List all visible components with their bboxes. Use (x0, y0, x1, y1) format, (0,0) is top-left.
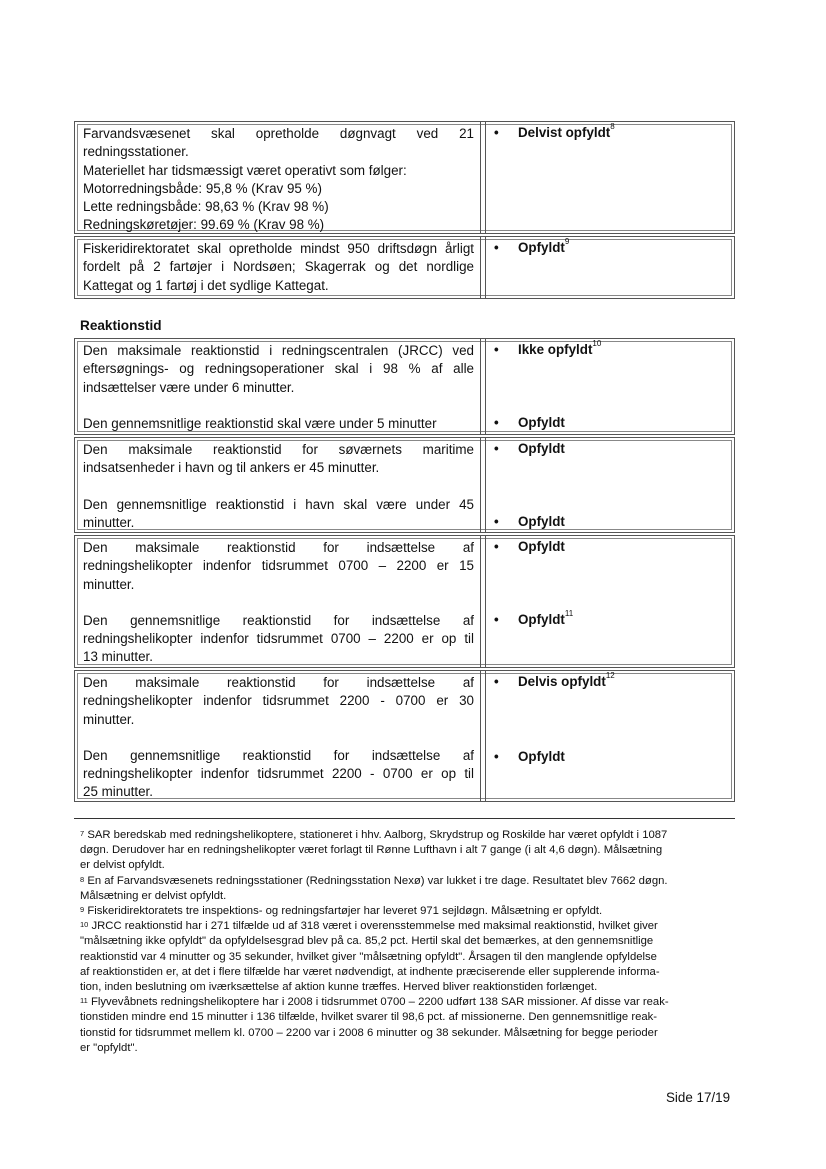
footnote (80, 995, 732, 1056)
section-heading: Reaktionstid (80, 318, 162, 333)
text-line: 13 minutter. (83, 649, 153, 665)
table-row (74, 236, 735, 299)
footnote-line: døgn. Derudover har en redningshelikopter været forlagt til Rønne Lufthavn i alt 7 gange (i alt 4,6 døgn). Målsætning (80, 844, 663, 857)
footnote-line: JRCC reaktionstid har i 271 tilfælde ud af 318 været i overensstemmelse med maksimal reaktionstid, hvilket giver (91, 920, 658, 933)
footnote-number: 11 (80, 996, 88, 1006)
text-line: Den gennemsnitlige reaktionstid for indsættelse af (83, 747, 474, 763)
status-cell (485, 122, 736, 233)
footnotes (80, 828, 732, 1056)
table-row (74, 121, 735, 234)
status-cell (485, 438, 736, 532)
text-line: Den gennemsnitlige reaktionstid for indsættelse af (83, 612, 474, 628)
text-line: Den maksimale reaktionstid for indsættelse af (83, 675, 474, 690)
text-line: redningshelikopter indenfor tidsrummet 0700 – 2200 er 15 (83, 558, 474, 574)
bullet: • (494, 514, 499, 529)
text-line: Lette redningsbåde: 98,63 % (Krav 98 %) (83, 199, 329, 215)
status-cell (485, 339, 736, 434)
status-badge (494, 539, 565, 554)
status-text: Delvis opfyldt (518, 674, 606, 689)
status-text: Ikke opfyldt (518, 342, 593, 357)
status-cell (485, 237, 736, 298)
status-badge (494, 749, 565, 764)
footnote-divider (74, 818, 735, 819)
table-row (74, 535, 735, 668)
footnote-line: tionstiden mindre end 15 minutter i 136 tilfælde, hvilket svarer til 98,6 pct. af missionerne. Den gennemsnitlige reak- (80, 1011, 658, 1024)
footnote-line: Flyvevåbnets redningshelikoptere har i 2008 i tidsrummet 0700 – 2200 udført 138 SAR missioner. Af disse var reak- (90, 996, 669, 1009)
status-text: Opfyldt (518, 514, 565, 529)
footnote-line: SAR beredskab med redningshelikoptere, stationeret i hhv. Aalborg, Skrydstrup og Roskilde har været opfyldt i 1087 (87, 829, 668, 841)
status-cell (485, 536, 736, 667)
status-badge (494, 441, 565, 456)
text-line: redningshelikopter indenfor tidsrummet 2200 - 0700 er 30 (83, 693, 474, 709)
text-line: indsatsenheder i havn og til ankers er 45 minutter. (83, 460, 380, 476)
text-line: fordelt på 2 fartøjer i Nordsøen; Skagerrak og det nordlige (83, 259, 474, 275)
requirement-text (75, 671, 481, 801)
status-badge (494, 237, 570, 255)
footnote-ref: 11 (564, 609, 574, 618)
text-line: Den gennemsnitlige reaktionstid i havn skal være under 45 (83, 496, 474, 512)
footnote-line: Fiskeridirektoratets tre inspektions- og redningsfartøjer har leveret 971 sejldøgn. Målsætning er opfyldt. (87, 905, 603, 918)
footnote-number: 9 (80, 905, 85, 915)
footnote-line: En af Farvandsvæsenets redningsstationer (Redningsstation Nexø) var lukket i tre dage. Resultatet blev 7662 døgn. (87, 874, 668, 887)
text-line: 25 minutter. (83, 784, 153, 800)
footnote-number: 7 (80, 829, 85, 838)
footnote (80, 919, 732, 995)
footnote-line: reaktionstid var 4 minutter og 35 sekunder, hvilket giver "målsætning opfyldt". Årsagen til den manglende opfyldelse (80, 950, 657, 963)
text-line: redningshelikopter indenfor tidsrummet 0700 – 2200 er op til (83, 631, 474, 647)
text-line: Den maksimale reaktionstid i redningscentralen (JRCC) ved (83, 343, 474, 358)
footnote (80, 904, 732, 919)
text-line: minutter. (83, 514, 135, 530)
text-line: Kattegat og 1 fartøj i det sydlige Kattegat. (83, 277, 329, 293)
text-line: redningshelikopter indenfor tidsrummet 2200 - 0700 er op til (83, 766, 474, 782)
bullet: • (494, 125, 499, 140)
footnote-line: af reaktionstiden er, at det i flere tilfælde har været nødvendigt, at indhente præciserende eller supplerende informa- (80, 965, 660, 978)
requirement-text (75, 237, 481, 298)
bullet: • (494, 539, 499, 554)
bullet: • (494, 612, 499, 627)
text-line: minutter. (83, 576, 135, 592)
table-row (74, 338, 735, 435)
status-badge (494, 122, 615, 140)
text-line: redningsstationer. (83, 144, 189, 160)
text-line: Motorredningsbåde: 95,8 % (Krav 95 %) (83, 180, 322, 196)
footnote (80, 828, 732, 874)
text-line: Farvandsvæsenet skal opretholde døgnvagt ved 21 (83, 126, 474, 141)
footnote-line: Målsætning er delvist opfyldt. (80, 889, 227, 902)
footnote-number: 8 (80, 874, 85, 884)
footnote (80, 874, 732, 904)
footnote-line: "målsætning ikke opfyldt" da opfyldelsesgrad blev på ca. 85,2 pct. Hertil skal det bemærkes, at den gennemsnitlige (80, 935, 654, 948)
text-line: minutter. (83, 711, 135, 727)
text-line: Materiellet har tidsmæssigt været operativt som følger: (83, 162, 407, 178)
status-text: Opfyldt (518, 415, 565, 430)
footnote-line: tion, inden beslutning om iværksættelse af aktion kunne træffes. Herved bliver reaktionstiden forlænget. (80, 981, 598, 994)
text-line: Den gennemsnitlige reaktionstid skal være under 5 minutter (83, 415, 437, 431)
footnote-ref: 8 (610, 122, 615, 131)
status-badge (494, 339, 602, 357)
status-text: Opfyldt (518, 612, 565, 627)
footnote-line: er delvist opfyldt. (80, 859, 165, 872)
status-text: Delvist opfyldt (518, 125, 611, 140)
footnote-ref: 9 (564, 237, 570, 246)
bullet: • (494, 240, 499, 255)
bullet: • (494, 342, 499, 357)
text-line: eftersøgnings- og redningsoperationer skal i 98 % af alle (83, 361, 474, 377)
footnote-ref: 12 (605, 671, 615, 680)
requirement-text (75, 339, 481, 434)
status-text: Opfyldt (518, 539, 565, 554)
requirement-text (75, 122, 481, 233)
table-row (74, 670, 735, 802)
bullet: • (494, 415, 499, 430)
requirement-text (75, 438, 481, 532)
page-number: Side 17/19 (666, 1090, 731, 1105)
status-text: Opfyldt (518, 749, 565, 764)
bullet: • (494, 441, 499, 456)
status-badge (494, 415, 565, 430)
footnote-ref: 10 (592, 339, 602, 348)
text-line: Fiskeridirektoratet skal opretholde mindst 950 driftsdøgn årligt (83, 241, 474, 256)
bullet: • (494, 674, 499, 689)
status-text: Opfyldt (518, 240, 565, 255)
table-row (74, 437, 735, 533)
status-text: Opfyldt (518, 441, 565, 456)
status-badge (494, 609, 574, 627)
footnote-line: er "opfyldt". (80, 1041, 138, 1054)
footnote-line: tionstid for tidsrummet mellem kl. 0700 – 2200 var i 2008 6 minutter og 38 sekunder. Målsætning for begge perioder (80, 1026, 658, 1039)
requirement-text (75, 536, 481, 667)
text-line: Den maksimale reaktionstid for søværnets maritime (83, 442, 474, 457)
status-badge (494, 514, 565, 529)
footnote-number: 10 (80, 920, 89, 930)
text-line: Den maksimale reaktionstid for indsættelse af (83, 540, 474, 555)
text-line: Redningskøretøjer: 99.69 % (Krav 98 %) (83, 217, 325, 233)
text-line: indsættelser være under 6 minutter. (83, 379, 295, 395)
bullet: • (494, 749, 499, 764)
status-badge (494, 671, 615, 689)
status-cell (485, 671, 736, 801)
